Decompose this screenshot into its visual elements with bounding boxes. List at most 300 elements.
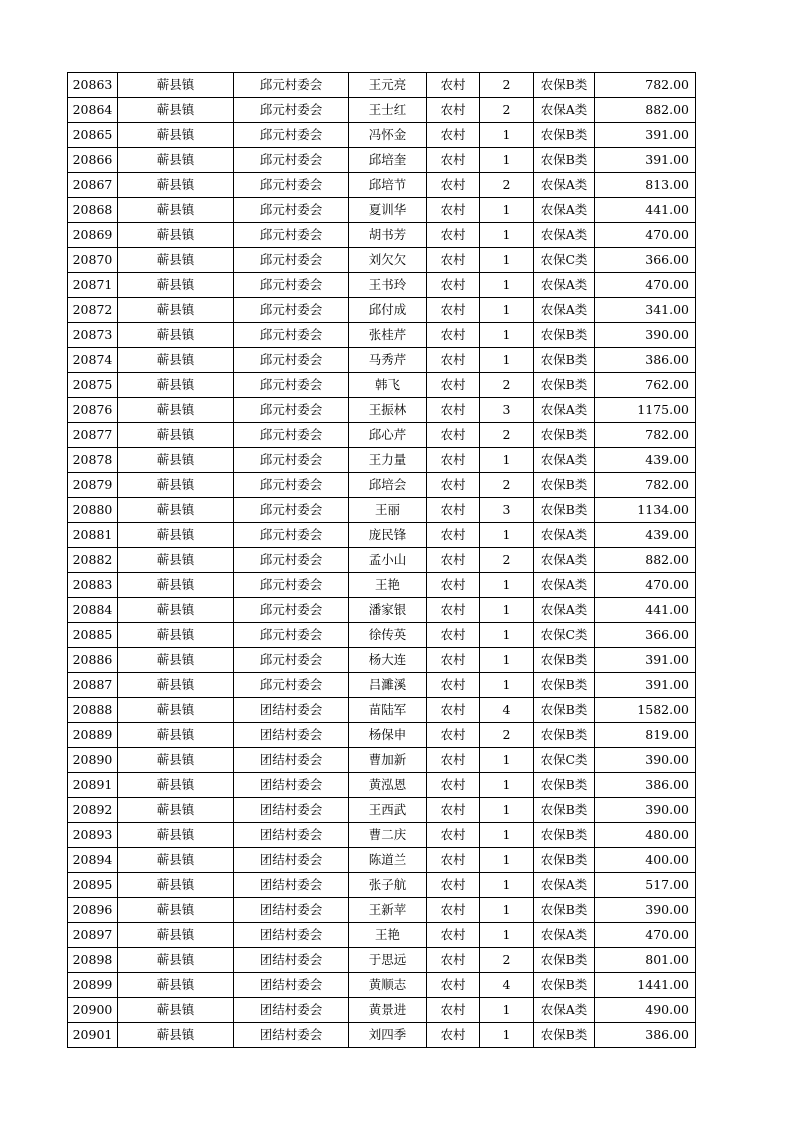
person-count-cell: 2 xyxy=(480,548,534,573)
table-row xyxy=(68,548,696,573)
serial-number-cell: 20863 xyxy=(68,73,118,98)
table-row xyxy=(68,423,696,448)
household-type-cell: 农村 xyxy=(427,748,480,773)
village-committee-cell: 团结村委会 xyxy=(234,998,349,1023)
table-row xyxy=(68,1023,696,1048)
town-cell: 蕲县镇 xyxy=(118,898,234,923)
town-cell: 蕲县镇 xyxy=(118,473,234,498)
category-cell: 农保B类 xyxy=(534,698,595,723)
serial-number-cell: 20871 xyxy=(68,273,118,298)
village-committee-cell: 团结村委会 xyxy=(234,873,349,898)
name-cell: 王元亮 xyxy=(349,73,427,98)
amount-cell: 1582.00 xyxy=(595,698,696,723)
serial-number-cell: 20900 xyxy=(68,998,118,1023)
name-cell: 张桂芹 xyxy=(349,323,427,348)
town-cell: 蕲县镇 xyxy=(118,923,234,948)
village-committee-cell: 邱元村委会 xyxy=(234,498,349,523)
name-cell: 苗陆军 xyxy=(349,698,427,723)
serial-number-cell: 20876 xyxy=(68,398,118,423)
category-cell: 农保B类 xyxy=(534,423,595,448)
name-cell: 徐传英 xyxy=(349,623,427,648)
category-cell: 农保A类 xyxy=(534,873,595,898)
household-type-cell: 农村 xyxy=(427,898,480,923)
amount-cell: 782.00 xyxy=(595,423,696,448)
person-count-cell: 4 xyxy=(480,973,534,998)
household-type-cell: 农村 xyxy=(427,73,480,98)
village-committee-cell: 邱元村委会 xyxy=(234,523,349,548)
household-type-cell: 农村 xyxy=(427,598,480,623)
serial-number-cell: 20896 xyxy=(68,898,118,923)
town-cell: 蕲县镇 xyxy=(118,73,234,98)
person-count-cell: 1 xyxy=(480,448,534,473)
serial-number-cell: 20877 xyxy=(68,423,118,448)
table-row xyxy=(68,998,696,1023)
town-cell: 蕲县镇 xyxy=(118,498,234,523)
town-cell: 蕲县镇 xyxy=(118,373,234,398)
person-count-cell: 2 xyxy=(480,473,534,498)
serial-number-cell: 20868 xyxy=(68,198,118,223)
table-row xyxy=(68,573,696,598)
amount-cell: 470.00 xyxy=(595,923,696,948)
name-cell: 韩飞 xyxy=(349,373,427,398)
category-cell: 农保A类 xyxy=(534,98,595,123)
amount-cell: 813.00 xyxy=(595,173,696,198)
table-row xyxy=(68,323,696,348)
person-count-cell: 1 xyxy=(480,123,534,148)
household-type-cell: 农村 xyxy=(427,148,480,173)
table-row xyxy=(68,523,696,548)
serial-number-cell: 20898 xyxy=(68,948,118,973)
table-body xyxy=(68,73,696,1048)
name-cell: 曹加新 xyxy=(349,748,427,773)
amount-cell: 480.00 xyxy=(595,823,696,848)
name-cell: 王书玲 xyxy=(349,273,427,298)
amount-cell: 470.00 xyxy=(595,223,696,248)
amount-cell: 366.00 xyxy=(595,248,696,273)
village-committee-cell: 邱元村委会 xyxy=(234,323,349,348)
village-committee-cell: 团结村委会 xyxy=(234,723,349,748)
amount-cell: 386.00 xyxy=(595,1023,696,1048)
person-count-cell: 1 xyxy=(480,773,534,798)
person-count-cell: 4 xyxy=(480,698,534,723)
village-committee-cell: 邱元村委会 xyxy=(234,348,349,373)
village-committee-cell: 邱元村委会 xyxy=(234,673,349,698)
village-committee-cell: 团结村委会 xyxy=(234,798,349,823)
category-cell: 农保A类 xyxy=(534,523,595,548)
town-cell: 蕲县镇 xyxy=(118,173,234,198)
category-cell: 农保B类 xyxy=(534,798,595,823)
serial-number-cell: 20894 xyxy=(68,848,118,873)
category-cell: 农保B类 xyxy=(534,73,595,98)
household-type-cell: 农村 xyxy=(427,923,480,948)
village-committee-cell: 团结村委会 xyxy=(234,973,349,998)
household-type-cell: 农村 xyxy=(427,1023,480,1048)
serial-number-cell: 20893 xyxy=(68,823,118,848)
category-cell: 农保A类 xyxy=(534,223,595,248)
serial-number-cell: 20864 xyxy=(68,98,118,123)
village-committee-cell: 团结村委会 xyxy=(234,773,349,798)
town-cell: 蕲县镇 xyxy=(118,273,234,298)
town-cell: 蕲县镇 xyxy=(118,223,234,248)
serial-number-cell: 20882 xyxy=(68,548,118,573)
table-row xyxy=(68,473,696,498)
serial-number-cell: 20865 xyxy=(68,123,118,148)
category-cell: 农保B类 xyxy=(534,1023,595,1048)
category-cell: 农保B类 xyxy=(534,948,595,973)
village-committee-cell: 邱元村委会 xyxy=(234,223,349,248)
name-cell: 王新苹 xyxy=(349,898,427,923)
household-type-cell: 农村 xyxy=(427,648,480,673)
household-type-cell: 农村 xyxy=(427,773,480,798)
village-committee-cell: 邱元村委会 xyxy=(234,198,349,223)
serial-number-cell: 20870 xyxy=(68,248,118,273)
amount-cell: 386.00 xyxy=(595,348,696,373)
town-cell: 蕲县镇 xyxy=(118,873,234,898)
village-committee-cell: 邱元村委会 xyxy=(234,148,349,173)
amount-cell: 882.00 xyxy=(595,548,696,573)
name-cell: 于思远 xyxy=(349,948,427,973)
village-committee-cell: 邱元村委会 xyxy=(234,623,349,648)
household-type-cell: 农村 xyxy=(427,473,480,498)
village-committee-cell: 团结村委会 xyxy=(234,698,349,723)
person-count-cell: 1 xyxy=(480,1023,534,1048)
village-committee-cell: 邱元村委会 xyxy=(234,573,349,598)
amount-cell: 386.00 xyxy=(595,773,696,798)
town-cell: 蕲县镇 xyxy=(118,398,234,423)
amount-cell: 1441.00 xyxy=(595,973,696,998)
household-type-cell: 农村 xyxy=(427,848,480,873)
household-type-cell: 农村 xyxy=(427,673,480,698)
person-count-cell: 1 xyxy=(480,648,534,673)
name-cell: 冯怀金 xyxy=(349,123,427,148)
table-row xyxy=(68,948,696,973)
category-cell: 农保A类 xyxy=(534,448,595,473)
town-cell: 蕲县镇 xyxy=(118,998,234,1023)
name-cell: 刘四季 xyxy=(349,1023,427,1048)
serial-number-cell: 20890 xyxy=(68,748,118,773)
town-cell: 蕲县镇 xyxy=(118,748,234,773)
category-cell: 农保A类 xyxy=(534,923,595,948)
amount-cell: 819.00 xyxy=(595,723,696,748)
household-type-cell: 农村 xyxy=(427,223,480,248)
village-committee-cell: 团结村委会 xyxy=(234,923,349,948)
amount-cell: 400.00 xyxy=(595,848,696,873)
table-row xyxy=(68,498,696,523)
person-count-cell: 2 xyxy=(480,723,534,748)
household-type-cell: 农村 xyxy=(427,98,480,123)
person-count-cell: 1 xyxy=(480,748,534,773)
amount-cell: 390.00 xyxy=(595,898,696,923)
name-cell: 黄顺志 xyxy=(349,973,427,998)
household-type-cell: 农村 xyxy=(427,948,480,973)
town-cell: 蕲县镇 xyxy=(118,198,234,223)
village-committee-cell: 邱元村委会 xyxy=(234,298,349,323)
table-row xyxy=(68,448,696,473)
name-cell: 王力量 xyxy=(349,448,427,473)
table-row xyxy=(68,773,696,798)
table-row xyxy=(68,373,696,398)
name-cell: 夏训华 xyxy=(349,198,427,223)
amount-cell: 390.00 xyxy=(595,323,696,348)
village-committee-cell: 团结村委会 xyxy=(234,898,349,923)
person-count-cell: 2 xyxy=(480,173,534,198)
household-type-cell: 农村 xyxy=(427,373,480,398)
person-count-cell: 1 xyxy=(480,273,534,298)
person-count-cell: 1 xyxy=(480,198,534,223)
serial-number-cell: 20879 xyxy=(68,473,118,498)
household-type-cell: 农村 xyxy=(427,998,480,1023)
serial-number-cell: 20889 xyxy=(68,723,118,748)
person-count-cell: 2 xyxy=(480,373,534,398)
village-committee-cell: 邱元村委会 xyxy=(234,423,349,448)
serial-number-cell: 20872 xyxy=(68,298,118,323)
person-count-cell: 1 xyxy=(480,998,534,1023)
name-cell: 杨保申 xyxy=(349,723,427,748)
serial-number-cell: 20866 xyxy=(68,148,118,173)
name-cell: 潘家银 xyxy=(349,598,427,623)
serial-number-cell: 20886 xyxy=(68,648,118,673)
serial-number-cell: 20885 xyxy=(68,623,118,648)
serial-number-cell: 20899 xyxy=(68,973,118,998)
amount-cell: 517.00 xyxy=(595,873,696,898)
household-type-cell: 农村 xyxy=(427,573,480,598)
amount-cell: 391.00 xyxy=(595,673,696,698)
amount-cell: 341.00 xyxy=(595,298,696,323)
household-type-cell: 农村 xyxy=(427,173,480,198)
name-cell: 邱培节 xyxy=(349,173,427,198)
category-cell: 农保A类 xyxy=(534,573,595,598)
amount-cell: 470.00 xyxy=(595,573,696,598)
table-row xyxy=(68,648,696,673)
serial-number-cell: 20874 xyxy=(68,348,118,373)
table-row xyxy=(68,173,696,198)
person-count-cell: 2 xyxy=(480,423,534,448)
person-count-cell: 1 xyxy=(480,298,534,323)
table-row xyxy=(68,823,696,848)
household-type-cell: 农村 xyxy=(427,498,480,523)
category-cell: 农保B类 xyxy=(534,373,595,398)
household-type-cell: 农村 xyxy=(427,823,480,848)
household-type-cell: 农村 xyxy=(427,323,480,348)
town-cell: 蕲县镇 xyxy=(118,298,234,323)
town-cell: 蕲县镇 xyxy=(118,848,234,873)
person-count-cell: 1 xyxy=(480,848,534,873)
person-count-cell: 3 xyxy=(480,398,534,423)
category-cell: 农保B类 xyxy=(534,673,595,698)
category-cell: 农保C类 xyxy=(534,748,595,773)
household-type-cell: 农村 xyxy=(427,723,480,748)
amount-cell: 782.00 xyxy=(595,473,696,498)
category-cell: 农保B类 xyxy=(534,648,595,673)
table-row xyxy=(68,698,696,723)
amount-cell: 801.00 xyxy=(595,948,696,973)
village-committee-cell: 邱元村委会 xyxy=(234,98,349,123)
town-cell: 蕲县镇 xyxy=(118,248,234,273)
name-cell: 王艳 xyxy=(349,573,427,598)
town-cell: 蕲县镇 xyxy=(118,698,234,723)
table-row xyxy=(68,348,696,373)
category-cell: 农保B类 xyxy=(534,123,595,148)
category-cell: 农保C类 xyxy=(534,623,595,648)
amount-cell: 391.00 xyxy=(595,123,696,148)
table-row xyxy=(68,223,696,248)
name-cell: 王西武 xyxy=(349,798,427,823)
table-row xyxy=(68,673,696,698)
household-type-cell: 农村 xyxy=(427,973,480,998)
person-count-cell: 2 xyxy=(480,98,534,123)
town-cell: 蕲县镇 xyxy=(118,1023,234,1048)
table-row xyxy=(68,398,696,423)
category-cell: 农保A类 xyxy=(534,173,595,198)
town-cell: 蕲县镇 xyxy=(118,573,234,598)
household-type-cell: 农村 xyxy=(427,548,480,573)
name-cell: 胡书芳 xyxy=(349,223,427,248)
household-type-cell: 农村 xyxy=(427,123,480,148)
household-type-cell: 农村 xyxy=(427,398,480,423)
category-cell: 农保B类 xyxy=(534,473,595,498)
village-committee-cell: 团结村委会 xyxy=(234,848,349,873)
town-cell: 蕲县镇 xyxy=(118,148,234,173)
village-committee-cell: 邱元村委会 xyxy=(234,273,349,298)
name-cell: 邱心芹 xyxy=(349,423,427,448)
name-cell: 刘欠欠 xyxy=(349,248,427,273)
table-row xyxy=(68,123,696,148)
table-row xyxy=(68,298,696,323)
table-row xyxy=(68,723,696,748)
person-count-cell: 1 xyxy=(480,673,534,698)
household-type-cell: 农村 xyxy=(427,623,480,648)
household-type-cell: 农村 xyxy=(427,298,480,323)
household-type-cell: 农村 xyxy=(427,698,480,723)
category-cell: 农保A类 xyxy=(534,548,595,573)
name-cell: 曹二庆 xyxy=(349,823,427,848)
table-row xyxy=(68,848,696,873)
person-count-cell: 3 xyxy=(480,498,534,523)
amount-cell: 439.00 xyxy=(595,448,696,473)
amount-cell: 1134.00 xyxy=(595,498,696,523)
name-cell: 王振林 xyxy=(349,398,427,423)
category-cell: 农保A类 xyxy=(534,273,595,298)
serial-number-cell: 20891 xyxy=(68,773,118,798)
name-cell: 黄景进 xyxy=(349,998,427,1023)
serial-number-cell: 20873 xyxy=(68,323,118,348)
table-row xyxy=(68,973,696,998)
serial-number-cell: 20887 xyxy=(68,673,118,698)
person-count-cell: 1 xyxy=(480,223,534,248)
person-count-cell: 1 xyxy=(480,573,534,598)
amount-cell: 390.00 xyxy=(595,748,696,773)
town-cell: 蕲县镇 xyxy=(118,723,234,748)
amount-cell: 470.00 xyxy=(595,273,696,298)
person-count-cell: 2 xyxy=(480,73,534,98)
serial-number-cell: 20901 xyxy=(68,1023,118,1048)
person-count-cell: 1 xyxy=(480,323,534,348)
name-cell: 吕濉溪 xyxy=(349,673,427,698)
table-row xyxy=(68,873,696,898)
town-cell: 蕲县镇 xyxy=(118,548,234,573)
village-committee-cell: 邱元村委会 xyxy=(234,123,349,148)
category-cell: 农保C类 xyxy=(534,248,595,273)
town-cell: 蕲县镇 xyxy=(118,448,234,473)
amount-cell: 366.00 xyxy=(595,623,696,648)
category-cell: 农保B类 xyxy=(534,498,595,523)
person-count-cell: 1 xyxy=(480,523,534,548)
category-cell: 农保B类 xyxy=(534,148,595,173)
name-cell: 张子航 xyxy=(349,873,427,898)
serial-number-cell: 20897 xyxy=(68,923,118,948)
village-committee-cell: 邱元村委会 xyxy=(234,448,349,473)
category-cell: 农保A类 xyxy=(534,398,595,423)
household-type-cell: 农村 xyxy=(427,523,480,548)
amount-cell: 391.00 xyxy=(595,648,696,673)
town-cell: 蕲县镇 xyxy=(118,423,234,448)
town-cell: 蕲县镇 xyxy=(118,523,234,548)
amount-cell: 441.00 xyxy=(595,598,696,623)
category-cell: 农保A类 xyxy=(534,198,595,223)
village-committee-cell: 邱元村委会 xyxy=(234,398,349,423)
town-cell: 蕲县镇 xyxy=(118,823,234,848)
relief-roster-table xyxy=(67,72,696,1048)
category-cell: 农保B类 xyxy=(534,723,595,748)
town-cell: 蕲县镇 xyxy=(118,948,234,973)
village-committee-cell: 邱元村委会 xyxy=(234,73,349,98)
town-cell: 蕲县镇 xyxy=(118,773,234,798)
village-committee-cell: 团结村委会 xyxy=(234,1023,349,1048)
person-count-cell: 1 xyxy=(480,823,534,848)
category-cell: 农保A类 xyxy=(534,298,595,323)
category-cell: 农保B类 xyxy=(534,898,595,923)
village-committee-cell: 邱元村委会 xyxy=(234,173,349,198)
town-cell: 蕲县镇 xyxy=(118,598,234,623)
table-row xyxy=(68,148,696,173)
table-row xyxy=(68,273,696,298)
person-count-cell: 1 xyxy=(480,248,534,273)
household-type-cell: 农村 xyxy=(427,873,480,898)
serial-number-cell: 20888 xyxy=(68,698,118,723)
person-count-cell: 1 xyxy=(480,148,534,173)
town-cell: 蕲县镇 xyxy=(118,323,234,348)
town-cell: 蕲县镇 xyxy=(118,98,234,123)
person-count-cell: 1 xyxy=(480,873,534,898)
name-cell: 邱培奎 xyxy=(349,148,427,173)
category-cell: 农保B类 xyxy=(534,823,595,848)
serial-number-cell: 20883 xyxy=(68,573,118,598)
town-cell: 蕲县镇 xyxy=(118,348,234,373)
serial-number-cell: 20892 xyxy=(68,798,118,823)
person-count-cell: 1 xyxy=(480,623,534,648)
table-row xyxy=(68,98,696,123)
table-row xyxy=(68,623,696,648)
table-row xyxy=(68,73,696,98)
amount-cell: 782.00 xyxy=(595,73,696,98)
table-row xyxy=(68,923,696,948)
household-type-cell: 农村 xyxy=(427,273,480,298)
village-committee-cell: 邱元村委会 xyxy=(234,548,349,573)
town-cell: 蕲县镇 xyxy=(118,798,234,823)
amount-cell: 882.00 xyxy=(595,98,696,123)
name-cell: 庞民锋 xyxy=(349,523,427,548)
village-committee-cell: 邱元村委会 xyxy=(234,373,349,398)
table-row xyxy=(68,748,696,773)
town-cell: 蕲县镇 xyxy=(118,673,234,698)
name-cell: 黄泓恩 xyxy=(349,773,427,798)
person-count-cell: 2 xyxy=(480,948,534,973)
serial-number-cell: 20869 xyxy=(68,223,118,248)
category-cell: 农保B类 xyxy=(534,348,595,373)
name-cell: 王艳 xyxy=(349,923,427,948)
amount-cell: 390.00 xyxy=(595,798,696,823)
household-type-cell: 农村 xyxy=(427,798,480,823)
